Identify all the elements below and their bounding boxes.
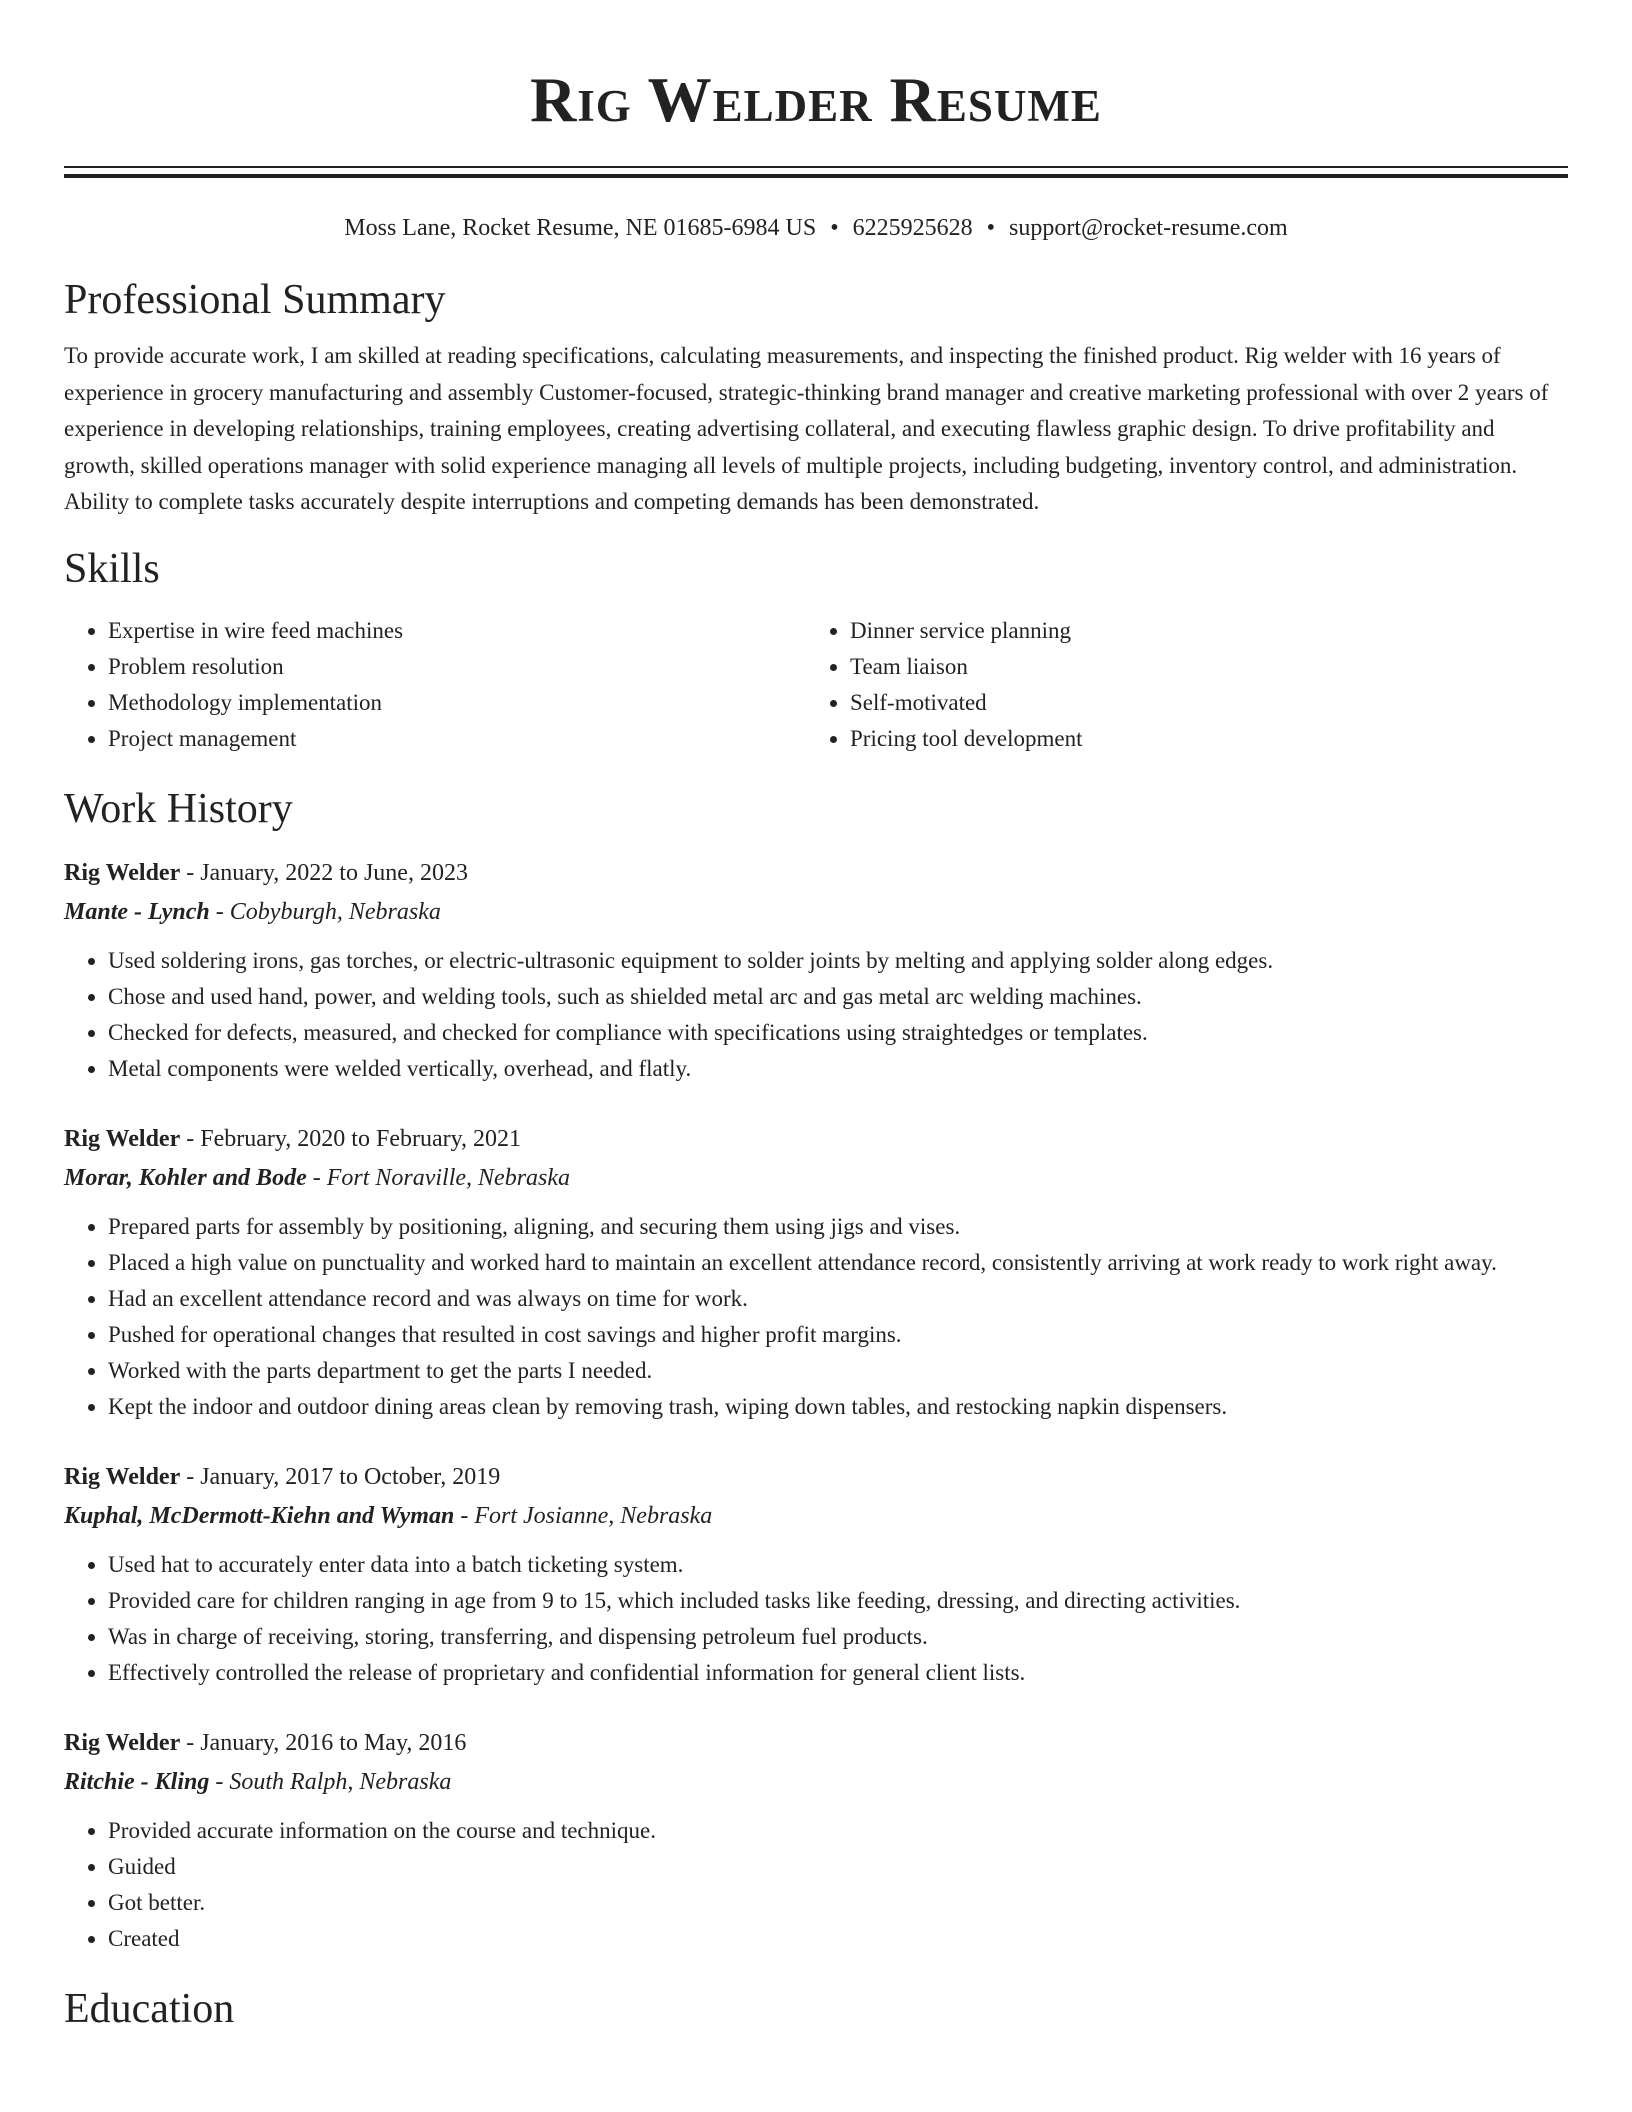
bullet-separator: • <box>830 215 839 241</box>
company-line: Kuphal, McDermott-Kiehn and Wyman - Fort Josianne, Nebraska <box>64 1502 713 1529</box>
company-location: Fort Noraville, Nebraska <box>326 1164 571 1191</box>
skill-item: • Self-motivated <box>850 685 1548 721</box>
job-duty: • Chose and used hand, power, and welding tools, such as shielded metal arc and gas metal arc welding machines. <box>108 979 1568 1015</box>
job-title: Rig Welder <box>64 1729 181 1756</box>
job-entry <box>64 1457 1568 1691</box>
contact-phone: 6225925628 <box>852 215 973 241</box>
job-duties <box>64 943 1568 1087</box>
skill-item: • Team liaison <box>850 649 1548 685</box>
job-title-line: Rig Welder - January, 2016 to May, 2016 <box>64 1729 467 1756</box>
title-divider-thin <box>64 166 1568 168</box>
job-entry <box>64 1119 1568 1425</box>
job-duty: • Prepared parts for assembly by positioning, aligning, and securing them using jigs and vises. <box>108 1209 1568 1245</box>
company-name: Morar, Kohler and Bode <box>64 1164 307 1191</box>
job-dates: January, 2017 to October, 2019 <box>200 1463 501 1490</box>
company-name: Kuphal, McDermott-Kiehn and Wyman <box>64 1502 455 1529</box>
job-title-line: Rig Welder - January, 2017 to October, 2019 <box>64 1463 501 1490</box>
company-location: South Ralph, Nebraska <box>229 1768 452 1795</box>
job-duty: • Effectively controlled the release of proprietary and confidential information for general client lists. <box>108 1655 1568 1691</box>
job-dates: February, 2020 to February, 2021 <box>200 1125 522 1152</box>
job-duties <box>64 1209 1568 1425</box>
job-duties <box>64 1813 1568 1957</box>
job-duty: • Guided <box>108 1849 1568 1885</box>
job-duty: • Checked for defects, measured, and checked for compliance with specifications using straightedges or templates. <box>108 1015 1568 1051</box>
contact-line <box>64 212 1568 244</box>
job-duty: • Had an excellent attendance record and was always on time for work. <box>108 1281 1568 1317</box>
job-duty: • Got better. <box>108 1885 1568 1921</box>
education-heading: Education <box>64 1985 235 2032</box>
bullet-separator: • <box>986 215 996 241</box>
company-name: Mante - Lynch <box>64 898 210 925</box>
company-line: Mante - Lynch - Cobyburgh, Nebraska <box>64 898 441 925</box>
resume-title: Rig Welder Resume <box>530 64 1102 135</box>
job-title: Rig Welder <box>64 1125 181 1152</box>
job-duty: • Used soldering irons, gas torches, or electric-ultrasonic equipment to solder joints by melting and applying solder along edges. <box>108 943 1568 979</box>
skills-column-right <box>806 613 1548 757</box>
skills-list <box>64 613 1568 757</box>
job-duty: • Worked with the parts department to get the parts I needed. <box>108 1353 1568 1389</box>
skill-item: • Dinner service planning <box>850 613 1548 649</box>
company-line: Morar, Kohler and Bode - Fort Noraville, Nebraska <box>64 1164 571 1191</box>
skill-item: • Pricing tool development <box>850 721 1548 757</box>
company-location: Cobyburgh, Nebraska <box>229 898 441 925</box>
job-title: Rig Welder <box>64 1463 181 1490</box>
title-divider-thick <box>64 174 1568 178</box>
job-title-line: Rig Welder - February, 2020 to February, 2021 <box>64 1125 522 1152</box>
job-duty: • Was in charge of receiving, storing, transferring, and dispensing petroleum fuel products. <box>108 1619 1568 1655</box>
contact-email[interactable]: support@rocket-resume.com <box>1009 215 1288 241</box>
job-duty: • Kept the indoor and outdoor dining areas clean by removing trash, wiping down tables, and restocking napkin dispensers. <box>108 1389 1568 1425</box>
job-duty: • Provided accurate information on the course and technique. <box>108 1813 1568 1849</box>
contact-address: Moss Lane, Rocket Resume, NE 01685-6984 US <box>344 215 817 241</box>
skills-heading: Skills <box>64 545 160 592</box>
job-dates: January, 2022 to June, 2023 <box>200 859 468 886</box>
job-entry <box>64 853 1568 1087</box>
job-duty: • Placed a high value on punctuality and worked hard to maintain an excellent attendance record, consistently arriving at work ready to work right away. <box>108 1245 1568 1281</box>
work-history-heading: Work History <box>64 785 293 832</box>
skill-item: • Project management <box>108 721 806 757</box>
skills-column-left <box>64 613 806 757</box>
resume-content <box>64 0 1568 2035</box>
job-duties <box>64 1547 1568 1691</box>
summary-heading: Professional Summary <box>64 277 446 323</box>
job-title-line: Rig Welder - January, 2022 to June, 2023 <box>64 859 468 886</box>
company-location: Fort Josianne, Nebraska <box>474 1502 713 1529</box>
skill-item: • Problem resolution <box>108 649 806 685</box>
company-name: Ritchie - Kling <box>64 1768 210 1795</box>
job-dates: January, 2016 to May, 2016 <box>200 1729 467 1756</box>
summary-text: To provide accurate work, I am skilled at reading specifications, calculating measurements, and inspecting the finished product. Rig welder with 16 years of experience in grocery manufacturing and assembly Customer-focused, strategic-thinking brand manager and creative marketing professional with over 2 years of experience in developing relationships, training employees, creating advertising collateral, and executing flawless graphic design. To drive profitability and growth, skilled operations manager with solid experience managing all levels of multiple projects, including budgeting, inventory control, and administration. Ability to complete tasks accurately despite interruptions and competing demands has been demonstrated. <box>64 343 1549 514</box>
job-entry <box>64 1723 1568 1957</box>
skill-item: • Expertise in wire feed machines <box>108 613 806 649</box>
job-duty: • Created <box>108 1921 1568 1957</box>
job-duty: • Pushed for operational changes that resulted in cost savings and higher profit margins. <box>108 1317 1568 1353</box>
company-line: Ritchie - Kling - South Ralph, Nebraska <box>64 1768 452 1795</box>
job-duty: • Provided care for children ranging in age from 9 to 15, which included tasks like feeding, dressing, and directing activities. <box>108 1583 1568 1619</box>
job-title: Rig Welder <box>64 859 181 886</box>
job-duty: • Used hat to accurately enter data into a batch ticketing system. <box>108 1547 1568 1583</box>
skill-item: • Methodology implementation <box>108 685 806 721</box>
job-duty: • Metal components were welded vertically, overhead, and flatly. <box>108 1051 1568 1087</box>
